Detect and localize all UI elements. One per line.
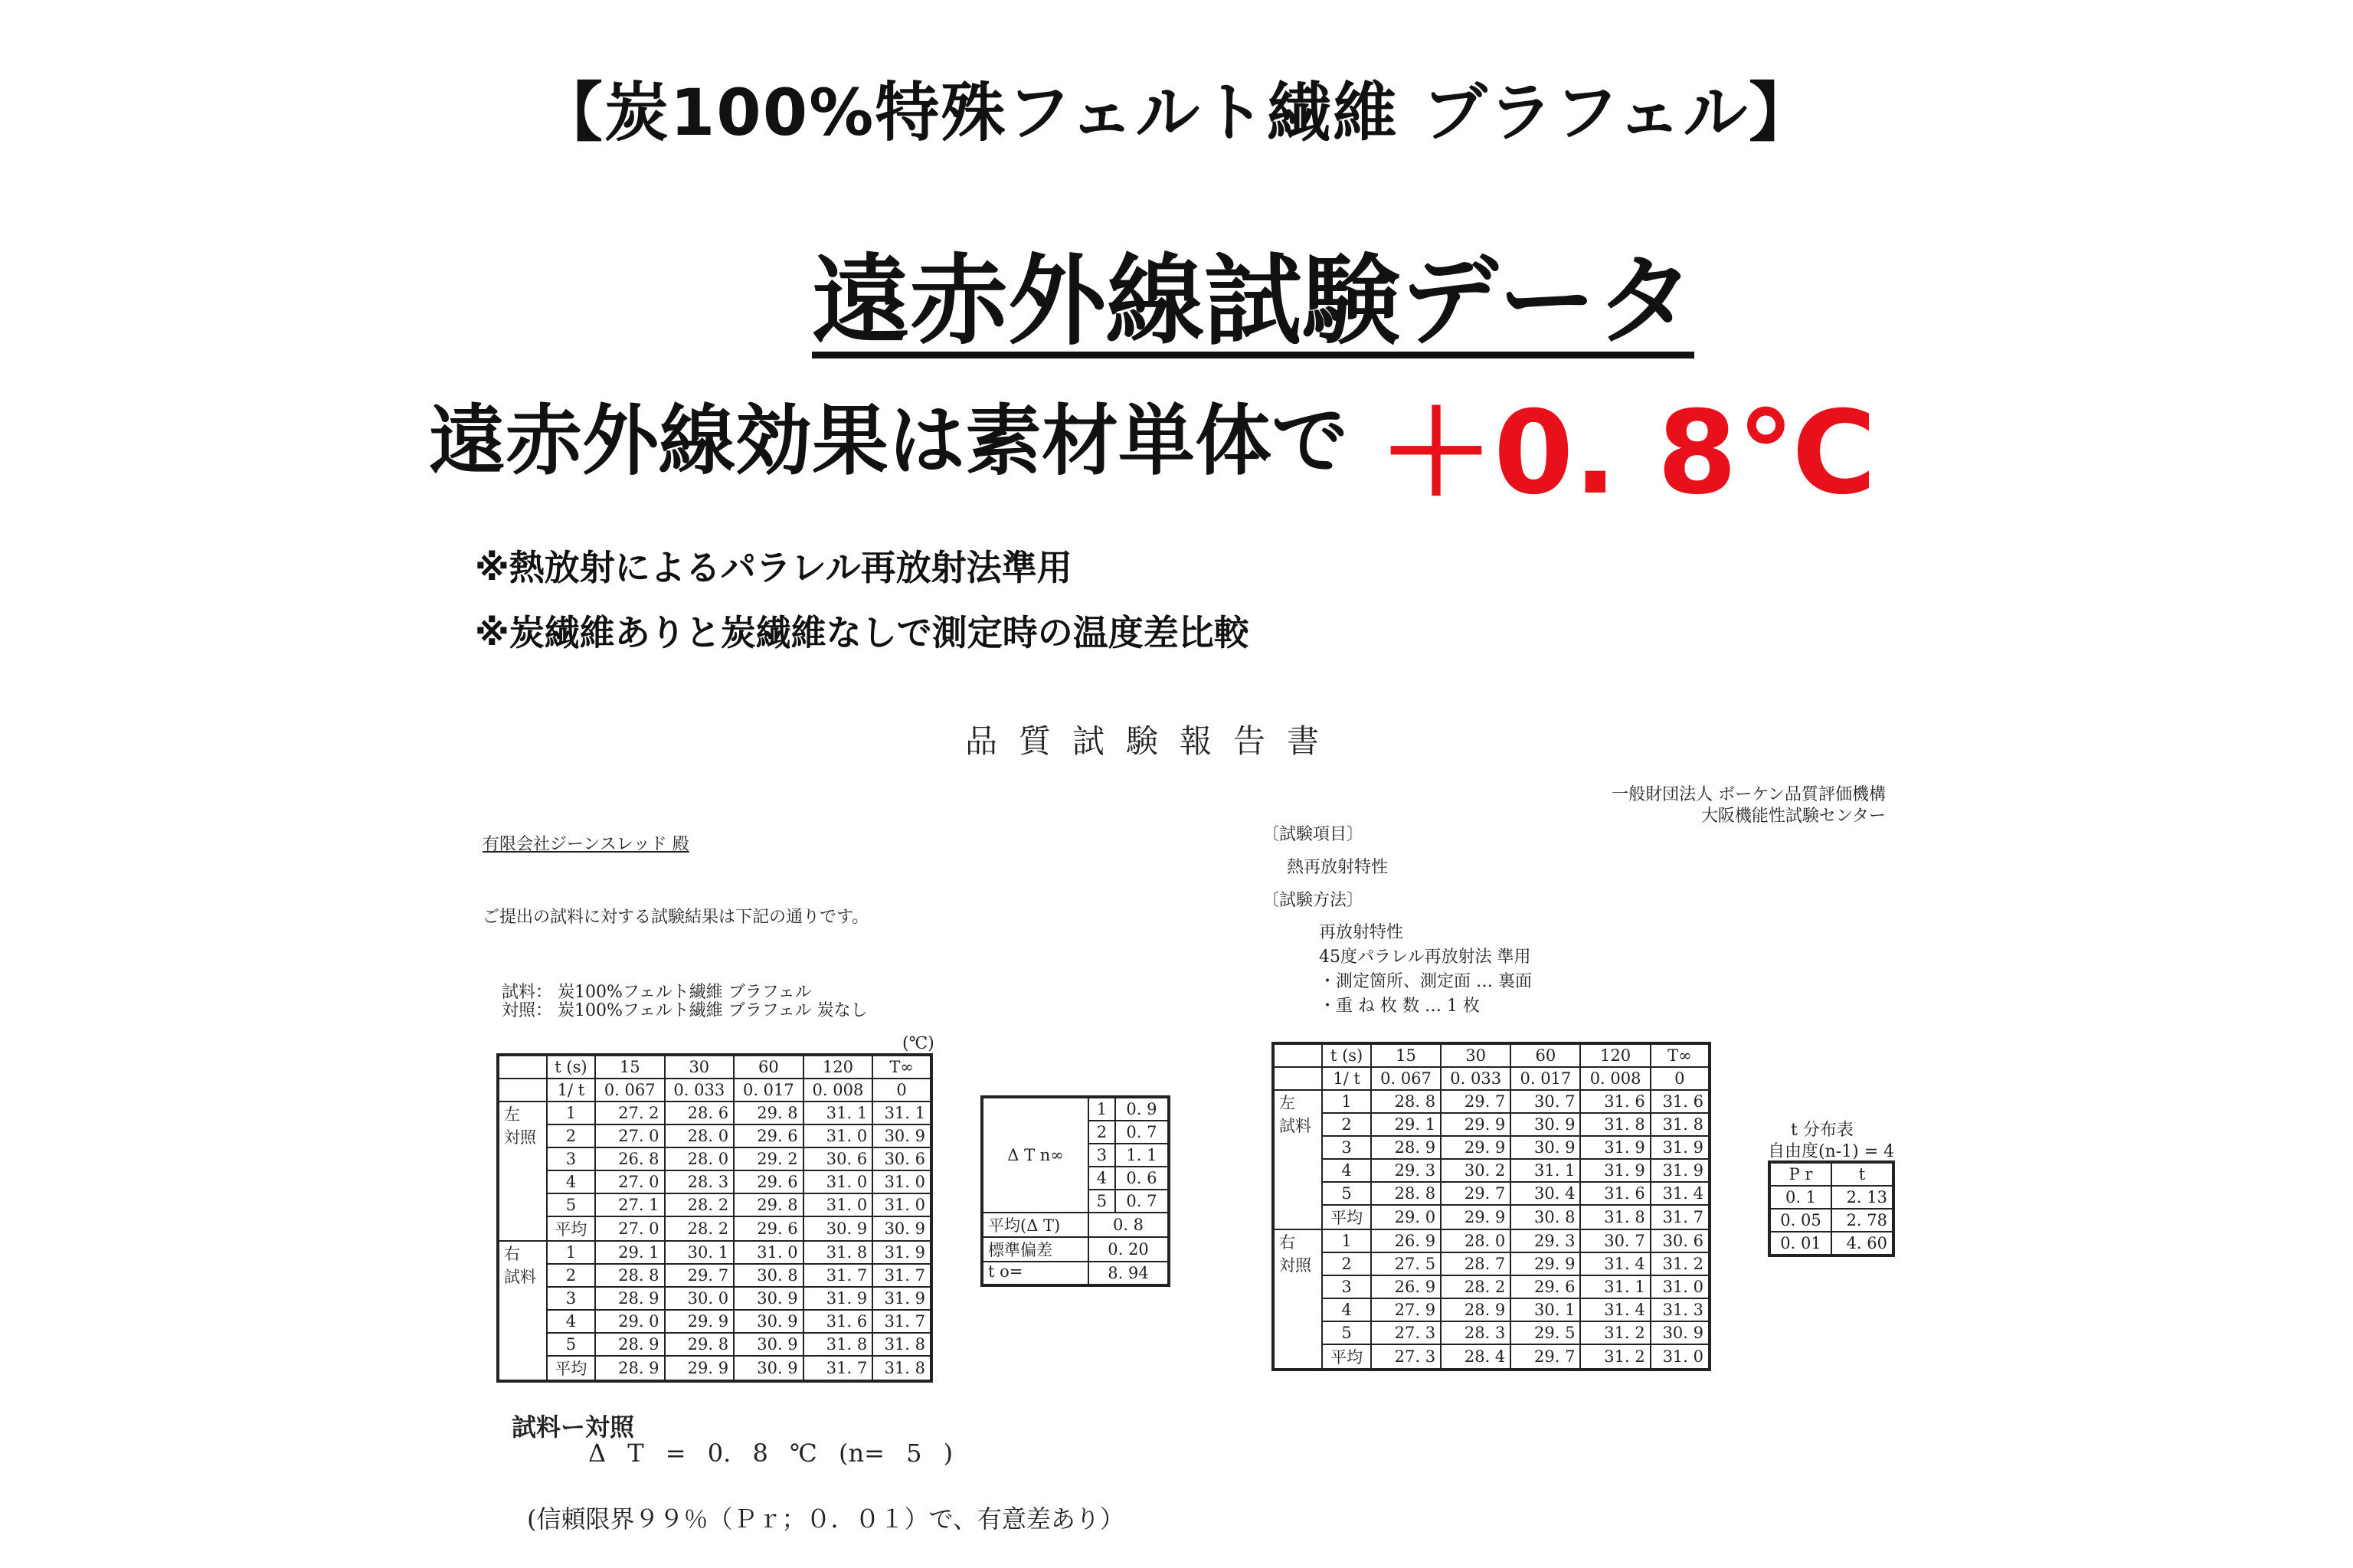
table-cell: 標準偏差 [982,1237,1088,1262]
table-cell: 31. 3 [1651,1298,1710,1321]
column-header: T∞ [872,1055,931,1079]
note-2: ※炭繊維ありと炭繊維なしで測定時の温度差比較 [475,612,1249,653]
table-cell: 1 [547,1241,595,1264]
table-cell: 27. 3 [1371,1321,1441,1344]
table-cell: 28. 3 [665,1170,735,1193]
temperature-highlight: ＋0. 8℃ [1379,387,1877,520]
table-cell: 5 [1322,1321,1371,1344]
table-cell: 5 [547,1333,595,1356]
table-cell: 27. 5 [1371,1252,1441,1275]
table-cell: 30. 9 [803,1216,873,1241]
table-cell: 28. 3 [1441,1321,1510,1344]
table-cell: 28. 8 [1371,1182,1441,1205]
table-cell: 31. 1 [803,1102,873,1124]
column-header: 120 [1580,1043,1650,1067]
table-cell: 30. 1 [1510,1298,1580,1321]
table-cell: 0. 7 [1115,1190,1169,1213]
table-cell: 5 [1322,1182,1371,1205]
table-cell: 1. 1 [1115,1144,1169,1167]
table-row [498,1241,931,1264]
table-cell: 31. 0 [734,1241,803,1264]
table-cell: 31. 6 [1580,1090,1650,1113]
header-row [1769,1162,1893,1186]
table-cell: 28. 0 [665,1124,735,1147]
table-cell: 30. 8 [734,1264,803,1287]
table-cell: 29. 6 [734,1124,803,1147]
corner-cell [1273,1067,1322,1090]
table-row [1273,1136,1710,1159]
table-cell: 31. 0 [1651,1344,1710,1370]
table-cell: 28. 2 [665,1216,735,1241]
addressee: 有限会社ジーンスレッド 殿 [483,835,689,854]
table-cell: 31. 2 [1580,1321,1650,1344]
table-cell: 28. 9 [1441,1298,1510,1321]
test-item: 熱再放射特性 [1287,858,1389,877]
table-cell: 29. 1 [1371,1113,1441,1136]
left-results-table [496,1053,933,1383]
table-cell: 30. 9 [734,1356,803,1381]
table-cell: 2 [547,1124,595,1147]
table-cell: 29. 3 [1371,1159,1441,1182]
right-results-table [1271,1042,1711,1371]
method-line: 45度パラレル再放射法 準用 [1319,948,1531,967]
table-cell: 平均 [547,1216,595,1241]
delta-table [980,1095,1170,1287]
table-cell: 0. 067 [595,1079,665,1102]
table-cell: 31. 7 [872,1264,931,1287]
table-cell: 29. 9 [1510,1252,1580,1275]
table-row [498,1310,931,1333]
group-label: 右 対照 [1273,1229,1322,1370]
table-cell: 31. 4 [1580,1298,1650,1321]
table-cell: 31. 7 [803,1264,873,1287]
table-row [498,1193,931,1216]
table-row [498,1356,931,1381]
table-cell: 31. 8 [1580,1205,1650,1229]
table-cell: 3 [1322,1275,1371,1298]
table-cell: 3 [1088,1144,1115,1167]
table-row [498,1124,931,1147]
table-row [1273,1321,1710,1344]
table-cell: 31. 0 [803,1170,873,1193]
table-cell: 27. 1 [595,1193,665,1216]
table-cell: 0. 20 [1088,1237,1169,1262]
table-cell: 31. 2 [1651,1252,1710,1275]
table-cell: 30. 6 [872,1147,931,1170]
table-cell: 4 [1322,1159,1371,1182]
column-header: t (s) [1322,1043,1371,1067]
t-table-title: t 分布表 [1791,1121,1854,1140]
table-cell: 31. 6 [1580,1182,1650,1205]
table-cell: 30. 9 [872,1124,931,1147]
method-line: ・重 ね 枚 数 … 1 枚 [1319,997,1480,1016]
corner-cell [1273,1043,1322,1067]
table-cell: 31. 4 [1580,1252,1650,1275]
table-cell: 1 [547,1102,595,1124]
table-cell: 0 [1651,1067,1710,1090]
table-cell: 4 [547,1310,595,1333]
table-cell: 0. 01 [1769,1232,1831,1255]
table-cell: 26. 9 [1371,1229,1441,1252]
table-row [1273,1113,1710,1136]
table-row [498,1170,931,1193]
test-item-label: 〔試験項目〕 [1262,825,1364,844]
table-cell: 28. 2 [665,1193,735,1216]
test-method-label: 〔試験方法〕 [1262,891,1364,910]
group-label: 左 対照 [498,1102,547,1241]
note-1: ※熱放射によるパラレル再放射法準用 [475,547,1072,588]
table-cell: 1/ t [1322,1067,1371,1090]
table-cell: 31. 1 [1510,1159,1580,1182]
t-table-dof: 自由度(n-1) = 4 [1768,1142,1895,1161]
column-header: 60 [734,1055,803,1079]
summary-conclusion: (信頼限界９９％（Ｐｒ；０．０１）で、有意差あり） [527,1504,1124,1534]
table-cell: 27. 9 [1371,1298,1441,1321]
table-cell: 5 [547,1193,595,1216]
table-cell: 31. 9 [872,1241,931,1264]
table-cell: 30. 6 [803,1147,873,1170]
table-cell: 0. 7 [1115,1121,1169,1144]
table-cell: 31. 0 [872,1170,931,1193]
table-cell: 4 [1088,1167,1115,1190]
table-cell: 0. 8 [1088,1213,1169,1237]
table-cell: 27. 0 [595,1170,665,1193]
table-cell: 4. 60 [1831,1232,1893,1255]
table-cell: 31. 9 [1580,1159,1650,1182]
table-cell: 31. 8 [803,1241,873,1264]
table-row [498,1147,931,1170]
method-line: ・測定箇所、測定面 … 裏面 [1319,972,1532,991]
table-row [498,1216,931,1241]
table-cell: 29. 6 [734,1170,803,1193]
table-cell: 1/ t [547,1079,595,1102]
table-cell: 3 [1322,1136,1371,1159]
table-cell: 28. 8 [1371,1090,1441,1113]
table-row [1273,1205,1710,1229]
table-cell: 30. 1 [665,1241,735,1264]
table-cell: 31. 9 [1651,1136,1710,1159]
table-row [498,1264,931,1287]
table-cell: 29. 6 [734,1216,803,1241]
table-cell: 29. 8 [665,1333,735,1356]
corner-cell [498,1055,547,1079]
group-label: 左 試料 [1273,1090,1322,1229]
table-cell: 28. 6 [665,1102,735,1124]
column-header: P r [1769,1162,1831,1186]
table-cell: 平均(Δ T) [982,1213,1088,1237]
table-cell: 27. 0 [595,1216,665,1241]
table-cell: 31. 7 [803,1356,873,1381]
table-cell: 2 [547,1264,595,1287]
table-cell: 29. 6 [1510,1275,1580,1298]
table-cell: 平均 [1322,1344,1371,1370]
table-cell: 30. 9 [1651,1321,1710,1344]
table-cell: 29. 1 [595,1241,665,1264]
table-cell: 31. 4 [1651,1182,1710,1205]
unit-label: (℃) [902,1034,934,1053]
table-cell: 30. 0 [665,1287,735,1310]
method-line: 再放射特性 [1319,923,1404,942]
table-cell: 30. 4 [1510,1182,1580,1205]
table-cell: 1 [1322,1090,1371,1113]
table-cell: 30. 7 [1510,1090,1580,1113]
table-row [498,1102,931,1124]
table-cell: 27. 3 [1371,1344,1441,1370]
report-title: 品質試験報告書 [965,722,1341,760]
table-row [1273,1159,1710,1182]
header-row [1273,1043,1710,1067]
table-cell: 31. 0 [872,1193,931,1216]
table-cell: 31. 8 [872,1333,931,1356]
table-cell: 31. 1 [1580,1275,1650,1298]
table-cell: 2. 13 [1831,1186,1893,1209]
table-cell: 31. 9 [872,1287,931,1310]
table-cell: 28. 9 [595,1287,665,1310]
table-cell: 26. 8 [595,1147,665,1170]
table-row [1273,1090,1710,1113]
table-cell: 28. 9 [595,1333,665,1356]
table-cell: 31. 8 [1651,1113,1710,1136]
table-cell: 0. 033 [1441,1067,1510,1090]
headline: 遠赤外線効果は素材単体で [429,396,1348,486]
control-line: 対照： 炭100%フェルト繊維 ブラフェル 炭なし [502,1001,868,1020]
table-cell: 平均 [547,1356,595,1381]
table-cell: 0. 017 [734,1079,803,1102]
table-cell: 3 [547,1147,595,1170]
org-line-2: 大阪機能性試験センター [1700,807,1886,826]
column-header: T∞ [1651,1043,1710,1067]
table-cell: 30. 9 [1510,1113,1580,1136]
column-header: 30 [1441,1043,1510,1067]
group-label: 右 試料 [498,1241,547,1381]
table-cell: 31. 8 [872,1356,931,1381]
column-header: t (s) [547,1055,595,1079]
table-cell: 27. 0 [595,1124,665,1147]
table-cell: 31. 9 [1580,1136,1650,1159]
table-cell: 29. 8 [734,1102,803,1124]
org-line-1: 一般財団法人 ボーケン品質評価機構 [1612,785,1886,804]
table-cell: 29. 9 [1441,1113,1510,1136]
table-row [982,1213,1169,1237]
table-cell: t o= [982,1262,1088,1285]
column-header: 30 [665,1055,735,1079]
table-cell: 31. 7 [1651,1205,1710,1229]
table-cell: 0. 1 [1769,1186,1831,1209]
table-cell: 0 [872,1079,931,1102]
table-cell: 30. 9 [734,1287,803,1310]
table-cell: 31. 2 [1580,1344,1650,1370]
table-row [1273,1182,1710,1205]
table-row [982,1097,1169,1121]
table-cell: 5 [1088,1190,1115,1213]
table-cell: 28. 0 [1441,1229,1510,1252]
table-cell: 0. 05 [1769,1209,1831,1232]
table-row [1769,1232,1893,1255]
column-header: t [1831,1162,1893,1186]
table-row [498,1333,931,1356]
inverse-row [1273,1067,1710,1090]
table-cell: 29. 8 [734,1193,803,1216]
column-header: 15 [1371,1043,1441,1067]
summary-delta: Δ T = 0. 8 ℃ (n= 5 ) [588,1439,954,1468]
table-cell: 29. 3 [1510,1229,1580,1252]
header-row [498,1055,931,1079]
table-cell: 平均 [1322,1205,1371,1229]
table-cell: 31. 6 [803,1310,873,1333]
table-cell: 28. 4 [1441,1344,1510,1370]
table-cell: 27. 2 [595,1102,665,1124]
table-row [1273,1298,1710,1321]
table-cell: 31. 8 [803,1333,873,1356]
table-cell: 31. 0 [1651,1275,1710,1298]
table-cell: 30. 9 [872,1216,931,1241]
table-cell: 2 [1322,1113,1371,1136]
table-cell: 30. 8 [1510,1205,1580,1229]
table-cell: 31. 9 [803,1287,873,1310]
table-cell: 0. 9 [1115,1097,1169,1121]
table-cell: 31. 0 [803,1124,873,1147]
table-cell: 4 [1322,1298,1371,1321]
table-cell: 30. 6 [1651,1229,1710,1252]
intro-text: ご提出の試料に対する試験結果は下記の通りです。 [483,908,869,927]
table-cell: 1 [1088,1097,1115,1121]
table-cell: 2 [1322,1252,1371,1275]
table-row [1769,1186,1893,1209]
column-header: 15 [595,1055,665,1079]
table-cell: 29. 7 [665,1264,735,1287]
table-cell: 31. 8 [1580,1113,1650,1136]
table-cell: 29. 7 [1441,1182,1510,1205]
table-cell: 3 [547,1287,595,1310]
delta-label: Δ T n∞ [982,1097,1088,1213]
table-cell: 31. 9 [1651,1159,1710,1182]
bracket-title: 【炭100%特殊フェルト繊維 ブラフェル】 [538,75,1815,150]
table-cell: 8. 94 [1088,1262,1169,1285]
table-row [1273,1275,1710,1298]
table-cell: 28. 9 [1371,1136,1441,1159]
table-row [1769,1209,1893,1232]
sample-line: 試料： 炭100%フェルト繊維 ブラフェル [502,983,812,1002]
table-cell: 31. 1 [872,1102,931,1124]
table-cell: 0. 6 [1115,1167,1169,1190]
table-cell: 29. 0 [595,1310,665,1333]
table-cell: 2. 78 [1831,1209,1893,1232]
table-cell: 30. 9 [1510,1136,1580,1159]
table-row [982,1262,1169,1285]
table-cell: 30. 9 [734,1310,803,1333]
column-header: 120 [803,1055,873,1079]
table-cell: 29. 9 [1441,1136,1510,1159]
table-cell: 0. 067 [1371,1067,1441,1090]
table-row [982,1237,1169,1262]
table-cell: 31. 7 [872,1310,931,1333]
table-row [1273,1229,1710,1252]
table-cell: 30. 7 [1580,1229,1650,1252]
table-cell: 29. 9 [665,1356,735,1381]
table-cell: 31. 0 [803,1193,873,1216]
table-cell: 2 [1088,1121,1115,1144]
table-cell: 29. 5 [1510,1321,1580,1344]
table-cell: 28. 7 [1441,1252,1510,1275]
t-distribution-table [1768,1160,1895,1257]
table-cell: 0. 017 [1510,1067,1580,1090]
table-cell: 4 [547,1170,595,1193]
table-cell: 1 [1322,1229,1371,1252]
column-header: 60 [1510,1043,1580,1067]
table-cell: 29. 7 [1510,1344,1580,1370]
table-cell: 28. 8 [595,1264,665,1287]
main-title: 遠赤外線試験データ [812,244,1695,358]
table-cell: 28. 0 [665,1147,735,1170]
table-cell: 30. 2 [1441,1159,1510,1182]
table-row [1273,1344,1710,1370]
table-cell: 30. 9 [734,1333,803,1356]
table-cell: 29. 9 [1441,1205,1510,1229]
table-cell: 29. 2 [734,1147,803,1170]
table-cell: 29. 7 [1441,1090,1510,1113]
table-cell: 28. 2 [1441,1275,1510,1298]
table-cell: 31. 6 [1651,1090,1710,1113]
table-cell: 0. 008 [803,1079,873,1102]
table-row [1273,1252,1710,1275]
table-cell: 29. 9 [665,1310,735,1333]
table-cell: 29. 0 [1371,1205,1441,1229]
table-cell: 0. 008 [1580,1067,1650,1090]
table-cell: 26. 9 [1371,1275,1441,1298]
corner-cell [498,1079,547,1102]
table-cell: 28. 9 [595,1356,665,1381]
inverse-row [498,1079,931,1102]
summary-label: 試料ー対照 [512,1413,635,1442]
table-cell: 0. 033 [665,1079,735,1102]
table-row [498,1287,931,1310]
